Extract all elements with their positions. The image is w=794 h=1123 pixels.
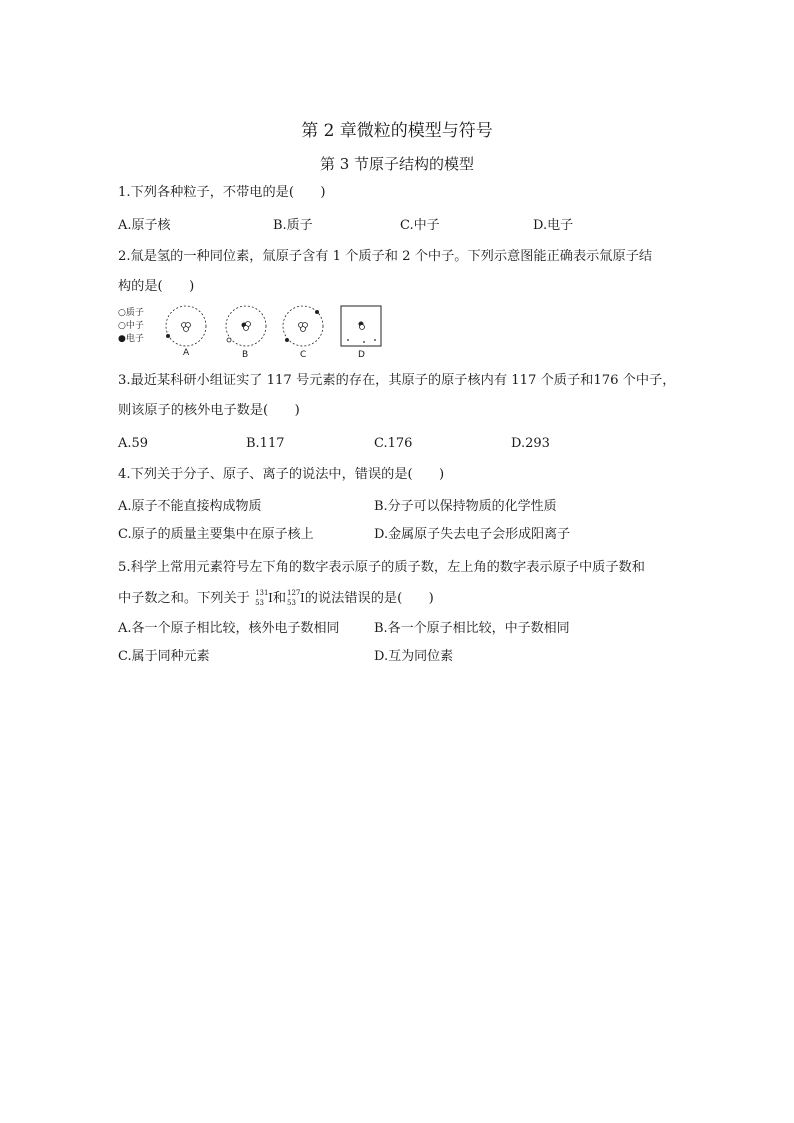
isotope-i131 bbox=[255, 588, 269, 607]
q1-option-c: C.中子 bbox=[400, 218, 440, 233]
diagram-label-a: A bbox=[183, 348, 190, 358]
isotope-i131-mass: 131 bbox=[255, 588, 269, 597]
isotope-i127-mass: 127 bbox=[287, 588, 301, 597]
q5-option-a: A.各一个原子相比较，核外电子数相同 bbox=[118, 621, 340, 636]
diagram-label-b: B bbox=[242, 350, 249, 360]
atom-diagrams bbox=[118, 304, 398, 362]
q4-option-b: B.分子可以保持物质的化学性质 bbox=[374, 499, 557, 514]
q5-option-b: B.各一个原子相比较，中子数相同 bbox=[374, 621, 570, 636]
isotope-i127 bbox=[287, 588, 301, 607]
legend-proton: ○质子 bbox=[118, 308, 144, 318]
section-title: 第 3 节原子结构的模型 bbox=[319, 155, 475, 173]
q2-stem-line2: 构的是( ) bbox=[118, 279, 195, 294]
proton-symbol-icon: ○ bbox=[118, 308, 126, 318]
legend-electron: ●电子 bbox=[118, 334, 144, 344]
q1-option-d: D.电子 bbox=[533, 218, 574, 233]
q4-option-d: D.金属原子失去电子会形成阳离子 bbox=[374, 527, 571, 542]
q3-option-a: A.59 bbox=[118, 436, 149, 451]
q4-option-a: A.原子不能直接构成物质 bbox=[118, 499, 262, 514]
isotope-i127-symbol: I bbox=[300, 591, 305, 605]
q4-option-c: C.原子的质量主要集中在原子核上 bbox=[118, 527, 314, 542]
chapter-title: 第 2 章微粒的模型与符号 bbox=[301, 121, 493, 141]
legend-neutron: ○中子 bbox=[118, 321, 144, 331]
electron-symbol-icon: ● bbox=[118, 334, 126, 344]
isotope-i131-number: 53 bbox=[255, 598, 264, 607]
isotope-i131-symbol: I bbox=[268, 591, 273, 605]
neutron-symbol-icon: ○ bbox=[118, 321, 126, 331]
q3-option-c: C.176 bbox=[374, 436, 413, 451]
q1-option-b: B.质子 bbox=[273, 218, 313, 233]
q4-stem: 4.下列关于分子、原子、离子的说法中，错误的是( ) bbox=[118, 467, 445, 482]
q3-stem-line2: 则该原子的核外电子数是( ) bbox=[118, 403, 300, 418]
q5-option-c: C.属于同种元素 bbox=[118, 649, 210, 664]
q5-stem-line2 bbox=[118, 589, 434, 608]
q3-stem-line1: 3.最近某科研小组证实了 117 号元素的存在，其原子的原子核内有 117 个质子和176 个中子， bbox=[118, 373, 676, 388]
q3-option-b: B.117 bbox=[246, 436, 285, 451]
diagram-c bbox=[283, 306, 323, 346]
q5-connector: 和 bbox=[272, 591, 287, 606]
diagram-label-c: C bbox=[300, 350, 307, 360]
q5-stem-prefix: 中子数之和。下列关于 bbox=[118, 591, 250, 606]
isotope-i127-number: 53 bbox=[287, 598, 296, 607]
q5-stem-line1: 5.科学上常用元素符号左下角的数字表示原子的质子数，左上角的数字表示原子中质子数和 bbox=[118, 560, 645, 575]
diagram-b bbox=[226, 306, 266, 346]
q1-stem: 1.下列各种粒子，不带电的是( ) bbox=[118, 185, 326, 200]
q5-stem-suffix: 的说法错误的是( ) bbox=[304, 591, 434, 606]
diagram-svg bbox=[118, 304, 398, 352]
q5-option-d: D.互为同位素 bbox=[374, 649, 454, 664]
diagram-label-d: D bbox=[358, 350, 365, 360]
q2-stem-line1: 2.氚是氢的一种同位素，氚原子含有 1 个质子和 2 个中子。下列示意图能正确表示氚原子结 bbox=[118, 249, 653, 264]
q3-option-d: D.293 bbox=[511, 436, 550, 451]
q1-option-a: A.原子核 bbox=[118, 218, 171, 233]
diagram-a bbox=[166, 306, 206, 346]
diagram-d bbox=[341, 306, 381, 346]
